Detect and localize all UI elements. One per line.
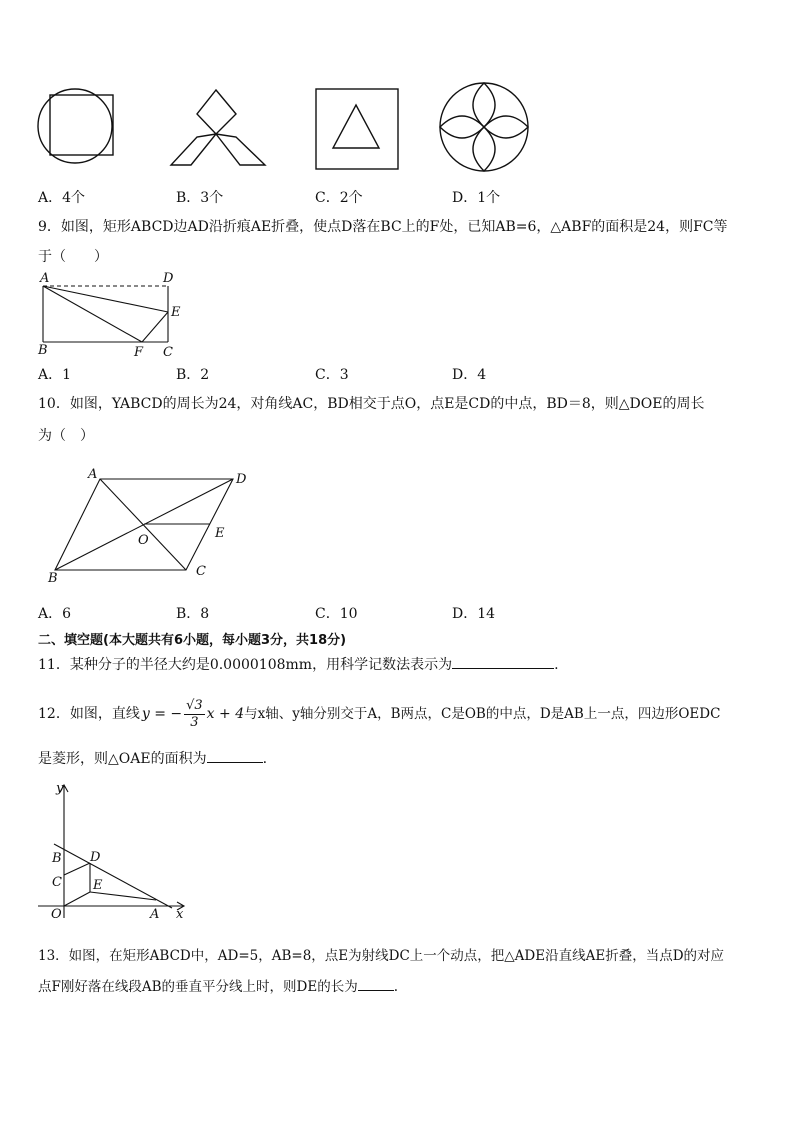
q10-option-d[interactable]: D．14 — [452, 606, 496, 622]
q10-label-d: D — [236, 472, 247, 487]
q12-eq-lhs: y = − — [141, 706, 183, 722]
q11-end: . — [554, 657, 559, 673]
q10-figure — [40, 462, 270, 592]
q12-suffix: 与x轴、y轴分别交于A，B两点，C是OB的中点，D是AB上一点，四边形OEDC — [244, 706, 721, 722]
q12-figure — [34, 780, 194, 922]
q8-option-b[interactable]: B．3个 — [176, 190, 224, 206]
q9-label-f: F — [134, 345, 144, 360]
q9-option-a[interactable]: A．1 — [38, 367, 72, 383]
q10-label-a: A — [88, 467, 98, 482]
q12-frac-denominator: 3 — [190, 714, 199, 730]
q12-prefix: 12．如图，直线 — [38, 706, 140, 722]
q11-question — [38, 654, 559, 675]
q9-label-d: D — [163, 271, 174, 286]
q9-question-line1: 9．如图，矩形ABCD边AD沿折痕AE折叠，使点D落在BC上的F处，已知AB=6，△ABF的面积是24，则FC等 — [38, 219, 728, 235]
q12-label-d: D — [90, 850, 101, 865]
q12-question-line1 — [38, 694, 720, 734]
q8-option-a[interactable]: A．4个 — [38, 190, 86, 206]
q10-option-b[interactable]: B．8 — [176, 606, 210, 622]
q8-figure-square-triangle — [316, 89, 398, 169]
q9-option-c[interactable]: C．3 — [315, 367, 349, 383]
q12-label-a: A — [150, 907, 160, 922]
section-title-fill-in: 二、填空题(本大题共有6小题，每小题3分，共18分) — [38, 633, 347, 648]
q12-label-y: y — [56, 781, 64, 796]
q9-label-c: C — [163, 345, 173, 360]
q11-text: 11．某种分子的半径大约是0.0000108mm，用科学记数法表示为 — [38, 657, 453, 673]
q12-question-line2 — [38, 748, 267, 769]
q9-label-b: B — [38, 343, 48, 358]
q13-answer-blank[interactable] — [358, 976, 394, 991]
q10-question-line1: 10．如图，YABCD的周长为24，对角线AC，BD相交于点O，点E是CD的中点，BD＝8，则△DOE的周长 — [38, 396, 705, 412]
q8-figure-circle-petals — [440, 83, 528, 171]
q9-question-line2: 于（ ） — [38, 249, 108, 265]
q13-question-line1: 13．如图，在矩形ABCD中，AD=5，AB=8，点E为射线DC上一个动点，把△ADE沿直线AE折叠，当点D的对应 — [38, 948, 725, 964]
q12-label-o: O — [51, 907, 62, 922]
q10-question-line2: 为（ ） — [38, 428, 94, 444]
q8-figure-three-rhombus — [171, 90, 265, 165]
q10-option-c[interactable]: C．10 — [315, 606, 358, 622]
q12-label-x: x — [176, 907, 184, 922]
q8-option-d[interactable]: D．1个 — [452, 190, 501, 206]
q12-label-c: C — [52, 875, 62, 890]
q13-question-line2 — [38, 976, 398, 997]
q10-label-b: B — [48, 571, 58, 586]
q10-label-c: C — [196, 564, 206, 579]
q12-label-b: B — [52, 851, 62, 866]
q10-label-o: O — [138, 533, 149, 548]
q9-option-d[interactable]: D．4 — [452, 367, 487, 383]
q12-fraction — [184, 698, 205, 731]
q12-eq-rhs: x + 4 — [206, 706, 245, 722]
q8-figure-circle-square — [38, 89, 113, 163]
q9-option-b[interactable]: B．2 — [176, 367, 210, 383]
q13-line2-text: 点F刚好落在线段AB的垂直平分线上时，则DE的长为 — [38, 979, 358, 995]
q13-end: . — [393, 979, 399, 995]
q9-label-e: E — [171, 305, 181, 320]
q8-option-c[interactable]: C．2个 — [315, 190, 363, 206]
q9-figure — [30, 268, 190, 360]
q8-figures — [0, 0, 794, 180]
q11-answer-blank[interactable] — [452, 654, 554, 669]
q12-frac-numerator: √3 — [186, 697, 203, 713]
q9-label-a: A — [40, 271, 50, 286]
q12-line2-text: 是菱形，则△OAE的面积为 — [38, 751, 207, 767]
q12-answer-blank[interactable] — [207, 748, 263, 763]
q12-label-e: E — [93, 878, 103, 893]
q12-end: . — [262, 751, 268, 767]
q10-label-e: E — [215, 526, 225, 541]
q10-option-a[interactable]: A．6 — [38, 606, 72, 622]
